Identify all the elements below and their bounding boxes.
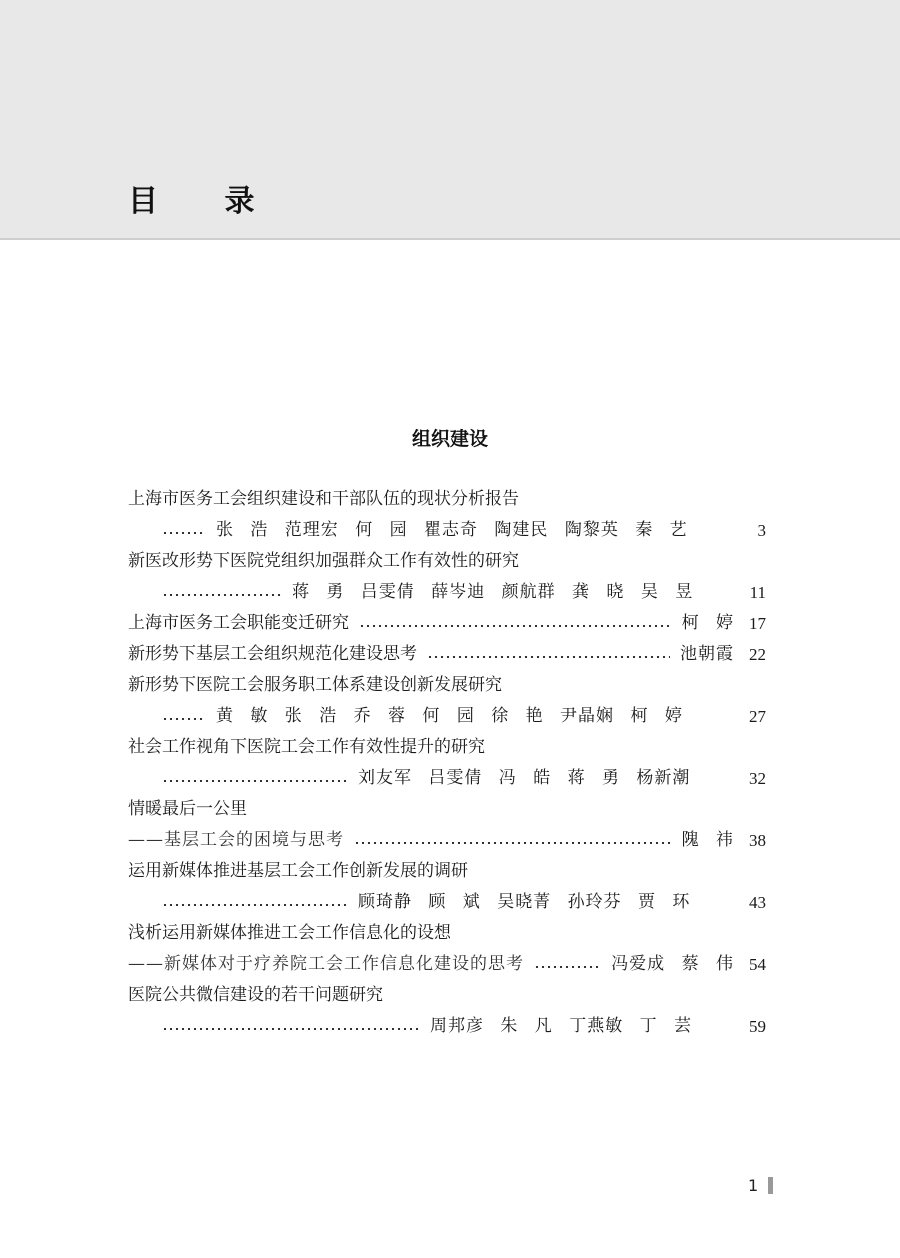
entry-detail: [128, 825, 766, 856]
entry-detail: [128, 577, 766, 608]
dot-leader: [162, 532, 206, 534]
page-edge-mark: [768, 1177, 773, 1194]
entry-page-number: 3: [757, 521, 766, 540]
entry-title: 运用新媒体推进基层工会工作创新发展的调研: [128, 861, 468, 881]
entry-authors: 刘友军 吕雯倩 冯 皓 蒋 勇 杨新潮: [358, 768, 691, 788]
entry-detail: [128, 763, 766, 794]
entry-page-number: 32: [749, 769, 766, 788]
entry-authors: 蒋 勇 吕雯倩 薛岑迪 颜航群 龚 晓 吴 昱: [292, 582, 694, 602]
entry-page-number: 22: [749, 645, 766, 664]
entry-title: 社会工作视角下医院工会工作有效性提升的研究: [128, 737, 485, 757]
toc-entry[interactable]: [128, 670, 766, 732]
entry-page-number: 43: [749, 893, 766, 912]
entry-title: 情暖最后一公里: [128, 799, 247, 819]
toc-entry[interactable]: [128, 546, 766, 608]
entry-authors: 冯爱成 蔡 伟: [611, 954, 734, 974]
entry-page-number: 59: [749, 1017, 766, 1036]
entry-authors: 黄 敏 张 浩 乔 蓉 何 园 徐 艳 尹晶娴 柯 婷: [216, 706, 683, 726]
toc-entry[interactable]: [128, 980, 766, 1042]
entry-detail: [128, 887, 766, 918]
dot-leader: [534, 966, 601, 968]
toc-entry[interactable]: [128, 484, 766, 546]
dot-leader: [162, 904, 348, 906]
entry-detail: [128, 515, 766, 546]
entry-subtitle: ——基层工会的困境与思考: [128, 830, 344, 850]
dot-leader: [162, 718, 206, 720]
entry-detail: [128, 608, 766, 639]
dot-leader: [162, 1028, 420, 1030]
entry-detail: [128, 639, 766, 670]
dot-leader: [359, 625, 672, 627]
toc-entry[interactable]: [128, 918, 766, 980]
entry-subtitle: ——新媒体对于疗养院工会工作信息化建设的思考: [128, 954, 524, 974]
entry-page-number: 38: [749, 831, 766, 850]
toc-entry[interactable]: [128, 856, 766, 918]
section-heading: 组织建设: [411, 428, 488, 450]
entry-title: 新形势下基层工会组织规范化建设思考: [128, 644, 417, 664]
entry-page-number: 11: [749, 583, 766, 602]
page-title: 目 录: [128, 184, 283, 219]
entry-authors: 隗 祎: [681, 830, 734, 850]
entry-detail: [128, 701, 766, 732]
entry-title: 上海市医务工会职能变迁研究: [128, 613, 349, 633]
toc-entry[interactable]: [128, 608, 766, 639]
entry-title: 上海市医务工会组织建设和干部队伍的现状分析报告: [128, 489, 519, 509]
dot-leader: [427, 656, 670, 658]
entry-authors: 顾琦静 顾 斌 吴晓菁 孙玲芬 贾 环: [358, 892, 691, 912]
entry-authors: 周邦彦 朱 凡 丁燕敏 丁 芸: [430, 1016, 693, 1036]
dot-leader: [354, 842, 672, 844]
toc-entry[interactable]: [128, 732, 766, 794]
entry-title: 新形势下医院工会服务职工体系建设创新发展研究: [128, 675, 502, 695]
entry-detail: [128, 1011, 766, 1042]
entry-page-number: 27: [749, 707, 766, 726]
entry-page-number: 17: [749, 614, 766, 633]
table-of-contents: [128, 484, 766, 1042]
entry-title: 浅析运用新媒体推进工会工作信息化的设想: [128, 923, 451, 943]
page-number: 1: [748, 1176, 759, 1195]
entry-authors: 柯 婷: [681, 613, 734, 633]
toc-entry[interactable]: [128, 794, 766, 856]
entry-authors: 张 浩 范理宏 何 园 瞿志奇 陶建民 陶黎英 秦 艺: [216, 520, 688, 540]
dot-leader: [162, 594, 282, 596]
entry-title: 医院公共微信建设的若干问题研究: [128, 985, 383, 1005]
entry-title: 新医改形势下医院党组织加强群众工作有效性的研究: [128, 551, 519, 571]
entry-detail: [128, 949, 766, 980]
entry-page-number: 54: [749, 955, 766, 974]
toc-entry[interactable]: [128, 639, 766, 670]
dot-leader: [162, 780, 348, 782]
entry-authors: 池朝霞: [680, 644, 734, 664]
header-rule: [0, 238, 900, 240]
